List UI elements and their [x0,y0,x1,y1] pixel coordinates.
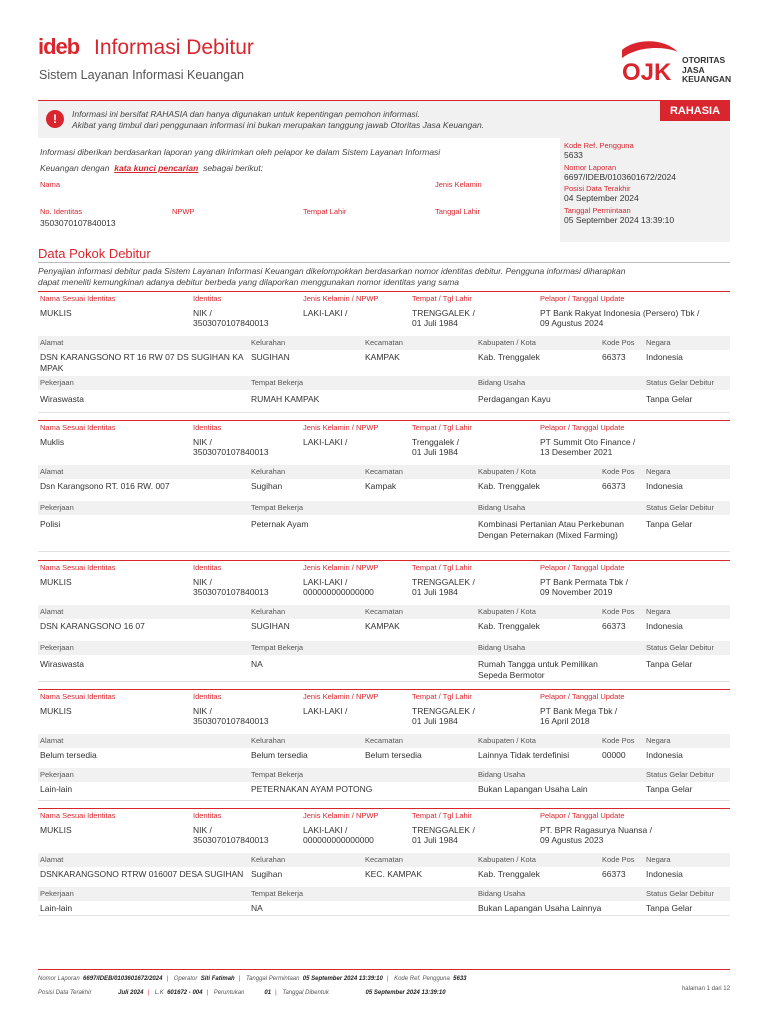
tempat-tgl-lahir-label: Tempat / Tgl Lahir [412,692,472,701]
tempat-lahir-value: TRENGGALEK / [412,308,475,318]
tanggal-update-value: 09 Agustus 2024 [540,318,604,328]
footer-lk: 601672 - 004 [167,990,203,996]
kabupaten-label: Kabupaten / Kota [478,736,536,745]
identitas-value: 3503070107840013 [193,447,269,457]
kelurahan-value: SUGIHAN [251,352,290,362]
bidang-usaha-label: Bidang Usaha [478,889,526,898]
kode-ref-value: 5633 [564,150,583,160]
nomor-laporan-label: Nomor Laporan [564,162,617,172]
kode-pos-value: 00000 [602,750,626,760]
identitas-label: Identitas [193,423,222,432]
tanggal-update-value: 13 Desember 2021 [540,447,613,457]
pelapor-label: Pelapor / Tanggal Update [540,294,625,303]
pekerjaan-value: Wiraswasta [40,394,84,404]
negara-value: Indonesia [646,352,683,362]
identitas-type: NIK / [193,577,212,587]
jenis-kelamin-npwp-label: Jenis Kelamin / NPWP [303,563,379,572]
info-icon: ! [46,110,64,128]
footer-kode-ref: 5633 [453,976,467,982]
kode-pos-value: 66373 [602,352,626,362]
pekerjaan-label: Pekerjaan [40,770,74,779]
ideb-logo: ideb [38,34,80,59]
report-meta [560,138,730,242]
identitas-label: Identitas [193,692,222,701]
tempat-tgl-lahir-label: Tempat / Tgl Lahir [412,294,472,303]
identitas-type: NIK / [193,825,212,835]
record-divider [38,551,730,552]
section-title: Data Pokok Debitur [38,246,151,261]
alamat-value: Dsn Karangsono RT. 016 RW. 007 [40,481,170,491]
jenis-kelamin-npwp-label: Jenis Kelamin / NPWP [303,811,379,820]
tanggal-lahir-value: 01 Juli 1984 [412,587,458,597]
footer-operator: Siti Fatimah [200,976,235,982]
negara-label: Negara [646,607,671,616]
record-divider [38,800,730,801]
status-gelar-value: Tanpa Gelar [646,903,693,913]
tanggal-lahir-value: 01 Juli 1984 [412,447,458,457]
jenis-kelamin-value: LAKI-LAKI / [303,825,348,835]
posisi-data-label: Posisi Data Terakhir [564,184,631,193]
kecamatan-value: KEC. KAMPAK [365,869,422,879]
jenis-kelamin-value: LAKI-LAKI / [303,706,348,716]
bidang-usaha-value: Kombinasi Pertanian Atau Perkebunan Dengan Peternakan (Mixed Farming) [478,519,625,540]
negara-value: Indonesia [646,481,683,491]
kelurahan-label: Kelurahan [251,855,286,864]
tempat-bekerja-value: PETERNAKAN AYAM POTONG [251,784,373,794]
kecamatan-value: KAMPAK [365,621,400,631]
label-band [38,768,730,782]
pelapor-value: PT Bank Rakyat Indonesia (Persero) Tbk / [540,308,700,318]
footer-nomor-laporan: 6697/IDEB/0103601672/2024 [83,976,163,982]
nama-label: Nama [40,180,61,189]
bidang-usaha-label: Bidang Usaha [478,643,526,652]
footer-tanggal-permintaan: 05 September 2024 13:39:10 [302,976,383,982]
kelurahan-value: Belum tersedia [251,750,308,760]
ojk-wordmark: OTORITAS JASA KEUANGAN [682,55,732,84]
npwp-value: 000000000000000 [303,835,374,845]
no-identitas-value: 3503070107840013 [40,218,116,228]
debtor-record [38,420,730,552]
kabupaten-label: Kabupaten / Kota [478,607,536,616]
bidang-usaha-label: Bidang Usaha [478,503,526,512]
pekerjaan-label: Pekerjaan [40,503,74,512]
kode-pos-label: Kode Pos [602,855,635,864]
bidang-usaha-label: Bidang Usaha [478,770,526,779]
debtor-record [38,808,730,916]
pekerjaan-label: Pekerjaan [40,889,74,898]
bidang-usaha-value: Perdagangan Kayu [478,394,551,404]
kabupaten-value: Kab. Trenggalek [478,621,540,631]
kelurahan-value: Sugihan [251,481,283,491]
bidang-usaha-label: Bidang Usaha [478,378,526,387]
tanggal-permintaan-label: Tanggal Permintaan [564,205,631,215]
debtor-record [38,291,730,413]
page-title: Informasi Debitur [94,36,254,59]
label-band [38,887,730,901]
kelurahan-label: Kelurahan [251,736,286,745]
alamat-value: DSN KARANGSONO 16 07 [40,621,145,631]
kabupaten-value: Kab. Trenggalek [478,481,540,491]
label-band [38,641,730,655]
nama-value: MUKLIS [40,577,72,587]
jenis-kelamin-npwp-label: Jenis Kelamin / NPWP [303,692,379,701]
nama-label: Nama Sesuai Identitas [40,692,116,701]
pelapor-label: Pelapor / Tanggal Update [540,811,625,820]
bidang-usaha-value: Rumah Tangga untuk Pemilikan Sepeda Bermotor [478,659,598,680]
alamat-label: Alamat [40,855,64,864]
identitas-label: Identitas [193,563,222,572]
alamat-value: DSNKARANGSONO RTRW 016007 DESA SUGIHAN [40,869,244,879]
nama-label: Nama Sesuai Identitas [40,294,116,303]
kabupaten-label: Kabupaten / Kota [478,855,536,864]
status-gelar-label: Status Gelar Debitur [646,503,714,512]
pekerjaan-value: Wiraswasta [40,659,84,669]
alamat-label: Alamat [40,607,64,616]
npwp-label: NPWP [172,207,195,216]
status-gelar-label: Status Gelar Debitur [646,378,714,387]
kabupaten-value: Kab. Trenggalek [478,869,540,879]
confidential-notice: Informasi ini bersifat RAHASIA dan hanya digunakan untuk kepentingan pemohon informasi. Akibat yang timbul dari penggunaan informasi ini bukan merupakan tanggung jawab Otoritas Jasa Keuangan. [72,109,485,130]
kabupaten-value: Kab. Trenggalek [478,352,540,362]
status-gelar-label: Status Gelar Debitur [646,643,714,652]
nama-value: Muklis [40,437,65,447]
alamat-value: DSN KARANGSONO RT 16 RW 07 DS SUGIHAN KA MPAK [40,352,244,373]
pelapor-value: PT Bank Permata Tbk / [540,577,629,587]
nama-value: MUKLIS [40,706,72,716]
kode-pos-value: 66373 [602,869,626,879]
kecamatan-label: Kecamatan [365,338,403,347]
kode-pos-label: Kode Pos [602,338,635,347]
nama-label: Nama Sesuai Identitas [40,811,116,820]
kelurahan-label: Kelurahan [251,607,286,616]
tempat-bekerja-label: Tempat Bekerja [251,503,304,512]
status-gelar-value: Tanpa Gelar [646,519,693,529]
bidang-usaha-value: Bukan Lapangan Usaha Lain [478,784,588,794]
alamat-value: Belum tersedia [40,750,97,760]
label-band [38,376,730,390]
no-identitas-label: No. Identitas [40,207,83,216]
alamat-label: Alamat [40,736,64,745]
bidang-usaha-value: Bukan Lapangan Usaha Lainnya [478,903,602,913]
status-gelar-value: Tanpa Gelar [646,659,693,669]
posisi-data-value: 04 September 2024 [564,193,639,203]
tempat-lahir-label: Tempat Lahir [303,207,347,216]
status-gelar-label: Status Gelar Debitur [646,770,714,779]
kabupaten-value: Lainnya Tidak terdefinisi [478,750,570,760]
kecamatan-label: Kecamatan [365,607,403,616]
jenis-kelamin-npwp-label: Jenis Kelamin / NPWP [303,423,379,432]
tanggal-lahir-label: Tanggal Lahir [435,207,481,216]
tempat-bekerja-value: RUMAH KAMPAK [251,394,320,404]
page-number: halaman 1 dari 12 [681,986,730,992]
jenis-kelamin-label: Jenis Kelamin [435,180,482,189]
tanggal-lahir-value: 01 Juli 1984 [412,835,458,845]
kecamatan-value: Kampak [365,481,397,491]
negara-value: Indonesia [646,869,683,879]
pekerjaan-value: Polisi [40,519,61,529]
negara-label: Negara [646,736,671,745]
jenis-kelamin-npwp-label: Jenis Kelamin / NPWP [303,294,379,303]
footer-divider [38,969,730,970]
tanggal-update-value: 09 Agustus 2023 [540,835,604,845]
alamat-label: Alamat [40,467,64,476]
tempat-bekerja-label: Tempat Bekerja [251,770,304,779]
tanggal-lahir-value: 01 Juli 1984 [412,318,458,328]
identitas-value: 3503070107840013 [193,835,269,845]
kecamatan-value: Belum tersedia [365,750,422,760]
pelapor-value: PT Summit Oto Finance / [540,437,636,447]
kode-pos-value: 66373 [602,481,626,491]
kode-ref-label: Kode Ref. Pengguna [564,141,634,150]
search-criteria [38,140,558,240]
section-description: Penyajian informasi debitur pada Sistem Layanan Informasi Keuangan dikelompokkan berdasarkan nomor identitas debitur. Pengguna informasi diharapkan dapat meneliti kemungkinan adanya debitur berbeda yang dilaporkan menggunakan nomor identitas yang sama [38,266,626,287]
tanggal-update-value: 09 November 2019 [540,587,613,597]
tanggal-lahir-value: 01 Juli 1984 [412,716,458,726]
identitas-type: NIK / [193,308,212,318]
npwp-value: 000000000000000 [303,587,374,597]
pekerjaan-label: Pekerjaan [40,643,74,652]
tempat-bekerja-value: Peternak Ayam [251,519,309,529]
kelurahan-value: Sugihan [251,869,283,879]
identitas-value: 3503070107840013 [193,716,269,726]
nama-label: Nama Sesuai Identitas [40,423,116,432]
svg-text:OJK: OJK [622,59,672,86]
page-header [38,32,738,92]
status-gelar-value: Tanpa Gelar [646,394,693,404]
kelurahan-value: SUGIHAN [251,621,290,631]
kabupaten-label: Kabupaten / Kota [478,467,536,476]
negara-label: Negara [646,467,671,476]
jenis-kelamin-value: LAKI-LAKI / [303,437,348,447]
identitas-label: Identitas [193,294,222,303]
footer-tanggal-dibentuk: 05 September 2024 13:39:10 [365,990,446,996]
kode-pos-label: Kode Pos [602,736,635,745]
tempat-bekerja-value: NA [251,659,263,669]
rahasia-badge: RAHASIA [660,101,730,121]
debtor-record [38,560,730,682]
tempat-bekerja-label: Tempat Bekerja [251,643,304,652]
kecamatan-label: Kecamatan [365,736,403,745]
negara-label: Negara [646,855,671,864]
tanggal-update-value: 16 April 2018 [540,716,590,726]
identitas-type: NIK / [193,706,212,716]
tempat-lahir-value: Trenggalek / [412,437,459,447]
search-keyword-link[interactable]: kata kunci pencarian [114,163,199,173]
jenis-kelamin-value: LAKI-LAKI / [303,308,348,318]
ojk-mark-icon [616,36,682,86]
tempat-tgl-lahir-label: Tempat / Tgl Lahir [412,811,472,820]
pelapor-label: Pelapor / Tanggal Update [540,563,625,572]
pelapor-label: Pelapor / Tanggal Update [540,423,625,432]
identitas-value: 3503070107840013 [193,318,269,328]
pekerjaan-value: Lain-lain [40,903,73,913]
record-divider [38,412,730,413]
kelurahan-label: Kelurahan [251,338,286,347]
tempat-tgl-lahir-label: Tempat / Tgl Lahir [412,423,472,432]
kecamatan-label: Kecamatan [365,467,403,476]
negara-label: Negara [646,338,671,347]
pelapor-label: Pelapor / Tanggal Update [540,692,625,701]
kecamatan-value: KAMPAK [365,352,400,362]
ojk-logo [616,36,736,86]
status-gelar-label: Status Gelar Debitur [646,889,714,898]
nama-value: MUKLIS [40,825,72,835]
kode-pos-value: 66373 [602,621,626,631]
tanggal-permintaan-value: 05 September 2024 13:39:10 [564,214,675,225]
nomor-laporan-value: 6697/IDEB/0103601672/2024 [564,171,677,182]
debtor-record [38,689,730,801]
jenis-kelamin-value: LAKI-LAKI / [303,577,348,587]
nama-label: Nama Sesuai Identitas [40,563,116,572]
footer-peruntukan: 01 [264,990,272,996]
kode-pos-label: Kode Pos [602,607,635,616]
identitas-value: 3503070107840013 [193,587,269,597]
label-band [38,501,730,515]
tempat-bekerja-label: Tempat Bekerja [251,889,304,898]
tempat-lahir-value: TRENGGALEK / [412,577,475,587]
kelurahan-label: Kelurahan [251,467,286,476]
tempat-bekerja-value: NA [251,903,263,913]
kecamatan-label: Kecamatan [365,855,403,864]
intro-text: Informasi diberikan berdasarkan laporan yang dikirimkan oleh pelapor ke dalam Sistem Layanan Informasi Keuangan dengan kata kunci pencarian sebagai berikut: [40,147,441,173]
pekerjaan-label: Pekerjaan [40,378,74,387]
tempat-bekerja-label: Tempat Bekerja [251,378,304,387]
tempat-lahir-value: TRENGGALEK / [412,825,475,835]
page-subtitle: Sistem Layanan Informasi Keuangan [39,68,244,82]
status-gelar-value: Tanpa Gelar [646,784,693,794]
pekerjaan-value: Lain-lain [40,784,73,794]
identitas-type: NIK / [193,437,212,447]
tempat-tgl-lahir-label: Tempat / Tgl Lahir [412,563,472,572]
kode-pos-label: Kode Pos [602,467,635,476]
pelapor-value: PT Bank Mega Tbk / [540,706,618,716]
kabupaten-label: Kabupaten / Kota [478,338,536,347]
record-divider [38,681,730,682]
pelapor-value: PT. BPR Ragasurya Nuansa / [540,825,652,835]
identitas-label: Identitas [193,811,222,820]
section-divider [38,262,730,263]
negara-value: Indonesia [646,750,683,760]
nama-value: MUKLIS [40,308,72,318]
negara-value: Indonesia [646,621,683,631]
confidential-banner [38,100,730,138]
tempat-lahir-value: TRENGGALEK / [412,706,475,716]
alamat-label: Alamat [40,338,64,347]
record-divider [38,915,730,916]
footer-posisi: Juli 2024 [118,990,144,996]
